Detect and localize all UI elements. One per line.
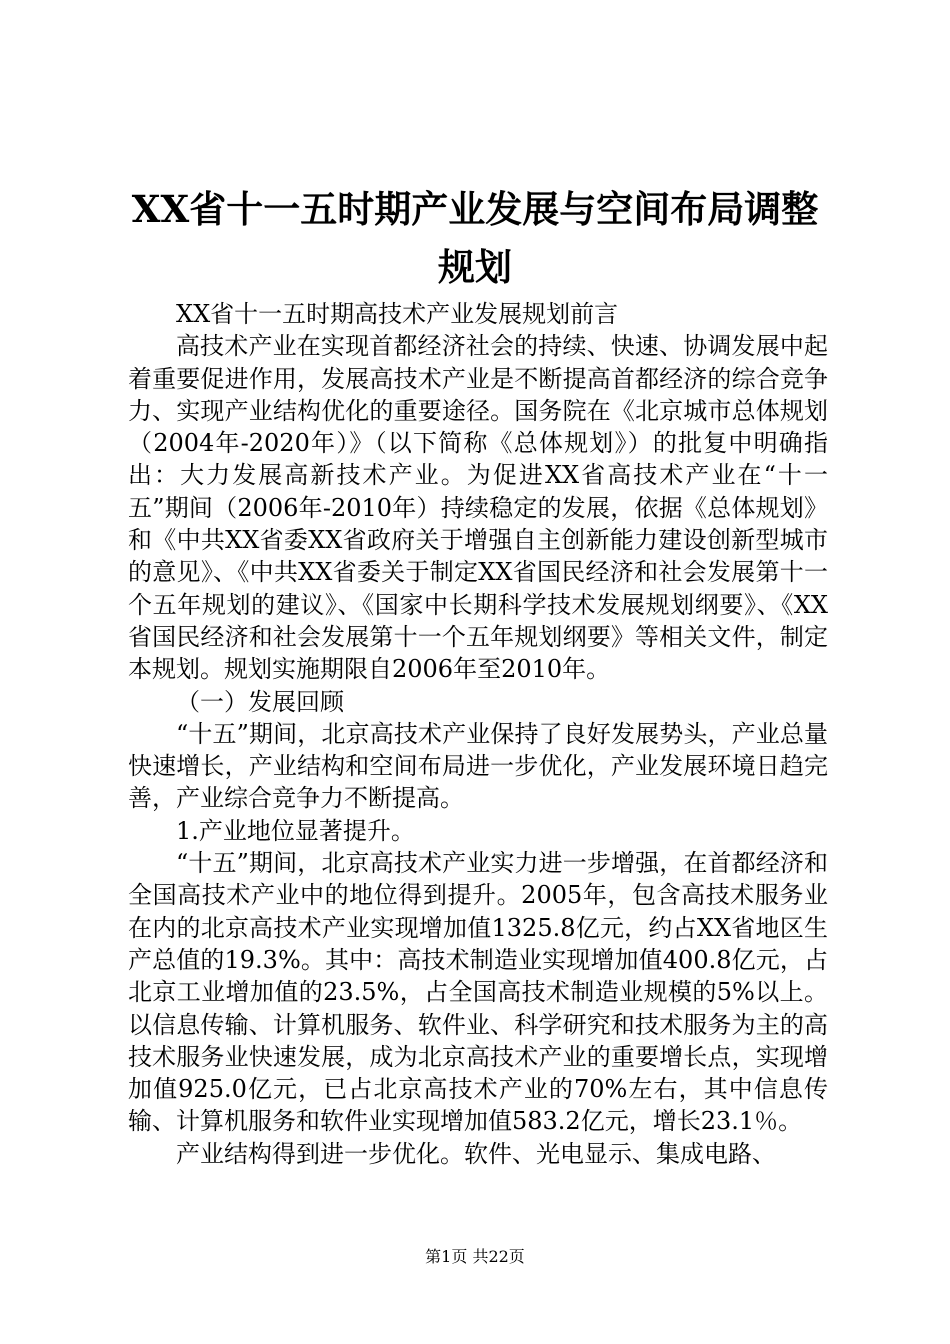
section-heading: （一）发展回顾 [176, 687, 344, 716]
subsection-heading: 1.产业地位显著提升。 [176, 816, 415, 845]
paragraph-structure: 产业结构得到进一步优化。软件、光电显示、集成电路、 [176, 1139, 776, 1168]
paragraph-review: “十五”期间，北京高技术产业保持了良好发展势头，产业总量快速增长，产业结构和空间布局进一步优化，产业发展环境日趋完善，产业综合竞争力不断提高。 [128, 719, 828, 813]
document-title: XX省十一五时期产业发展与空间布局调整规划 [131, 187, 819, 289]
document-body [128, 298, 828, 1170]
paragraph-industry-status: “十五”期间，北京高技术产业实力进一步增强，在首都经济和全国高技术产业中的地位得到提升。2005年，包含高技术服务业在内的北京高技术产业实现增加值1325.8亿元，约占XX省地区生产总值的19.3%。其中：高技术制造业实现增加值400.8亿元，占北京工业增加值的23.5%，占全国高技术制造业规模的5%以上。以信息传输、计算机服务、软件业、科学研究和技术服务为主的高技术服务业快速发展，成为北京高技术产业的重要增长点，实现增加值925.0亿元，已占北京高技术产业的70%左右，其中信息传输、计算机服务和软件业实现增加值583.2亿元，增长23.1％。 [128, 849, 828, 1136]
paragraph-preface-heading: XX省十一五时期高技术产业发展规划前言 [176, 300, 619, 328]
paragraph-intro: 高技术产业在实现首都经济社会的持续、快速、协调发展中起着重要促进作用，发展高技术产业是不断提高首都经济的综合竞争力、实现产业结构优化的重要途径。国务院在《北京城市总体规划（2004年-2020年）》（以下简称《总体规划》）的批复中明确指出：大力发展高新技术产业。为促进XX省高技术产业在“十一五”期间（2006年-2010年）持续稳定的发展，依据《总体规划》和《中共XX省委XX省政府关于增强自主创新能力建设创新型城市的意见》、《中共XX省委关于制定XX省国民经济和社会发展第十一个五年规划的建议》、《国家中长期科学技术发展规划纲要》、《XX省国民经济和社会发展第十一个五年规划纲要》等相关文件，制定本规划。规划实施期限自2006年至2010年。 [128, 332, 828, 684]
page-number-footer: 第1页 共22页 [425, 1247, 525, 1266]
